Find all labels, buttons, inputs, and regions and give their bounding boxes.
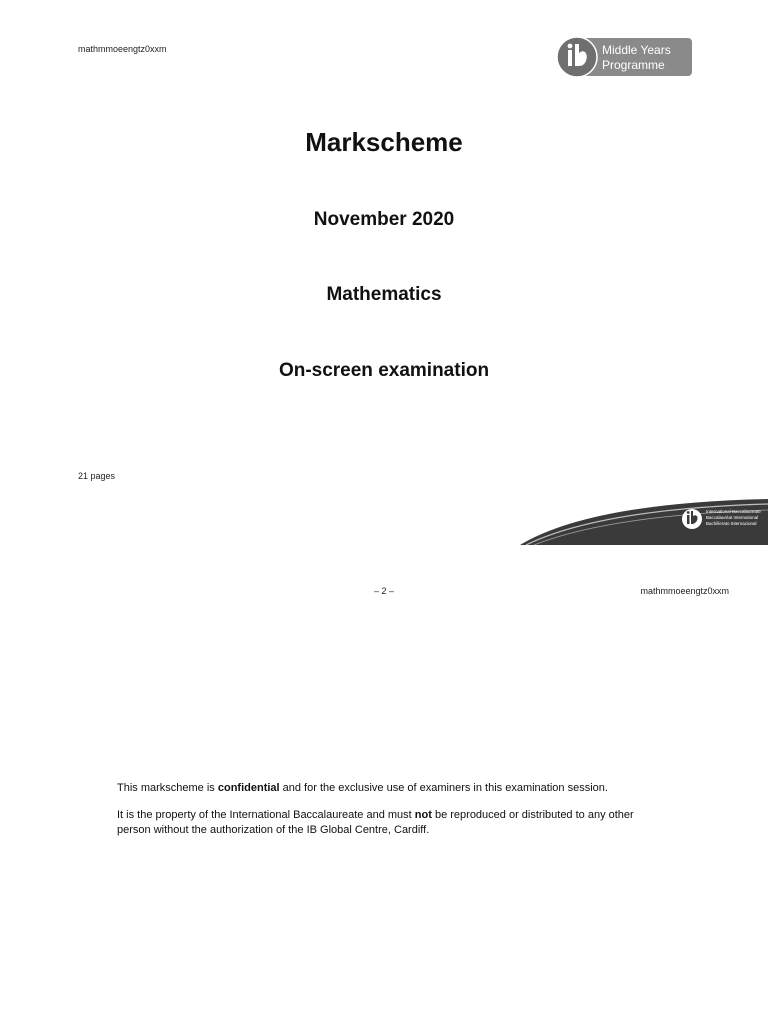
- middle-years-programme-logo: [556, 36, 692, 78]
- confidential-emphasis: confidential: [217, 782, 280, 794]
- banner-line3: Bachillerato Internacional: [706, 521, 757, 526]
- page-2: [0, 545, 768, 1024]
- confidential-notice: This markscheme is confidential and for the exclusive use of examiners in this examination session.: [117, 782, 608, 794]
- page-number: – 2 –: [373, 586, 395, 596]
- page-count: 21 pages: [78, 471, 116, 481]
- ib-banner-logo-icon: [682, 509, 702, 529]
- banner-line2: Baccalauréat International: [706, 515, 759, 520]
- document-title: Markscheme: [305, 127, 463, 157]
- document-code: mathmmoeengtz0xxm: [640, 586, 729, 596]
- ib-footer-banner: [520, 495, 768, 545]
- not-emphasis: not: [414, 809, 432, 821]
- logo-line2: Programme: [602, 58, 665, 72]
- exam-type-title: On-screen examination: [278, 360, 490, 381]
- document-code: mathmmoeengtz0xxm: [78, 44, 167, 54]
- banner-line1: International Baccalaureate: [706, 509, 761, 514]
- subject-title: Mathematics: [326, 284, 442, 305]
- reproduction-notice: It is the property of the International Baccalaureate and must not be reproduced or distributed to any other person without the authorization of the IB Global Centre, Cardiff.: [117, 809, 634, 836]
- exam-session-date: November 2020: [313, 209, 455, 230]
- logo-line1: Middle Years: [602, 43, 671, 57]
